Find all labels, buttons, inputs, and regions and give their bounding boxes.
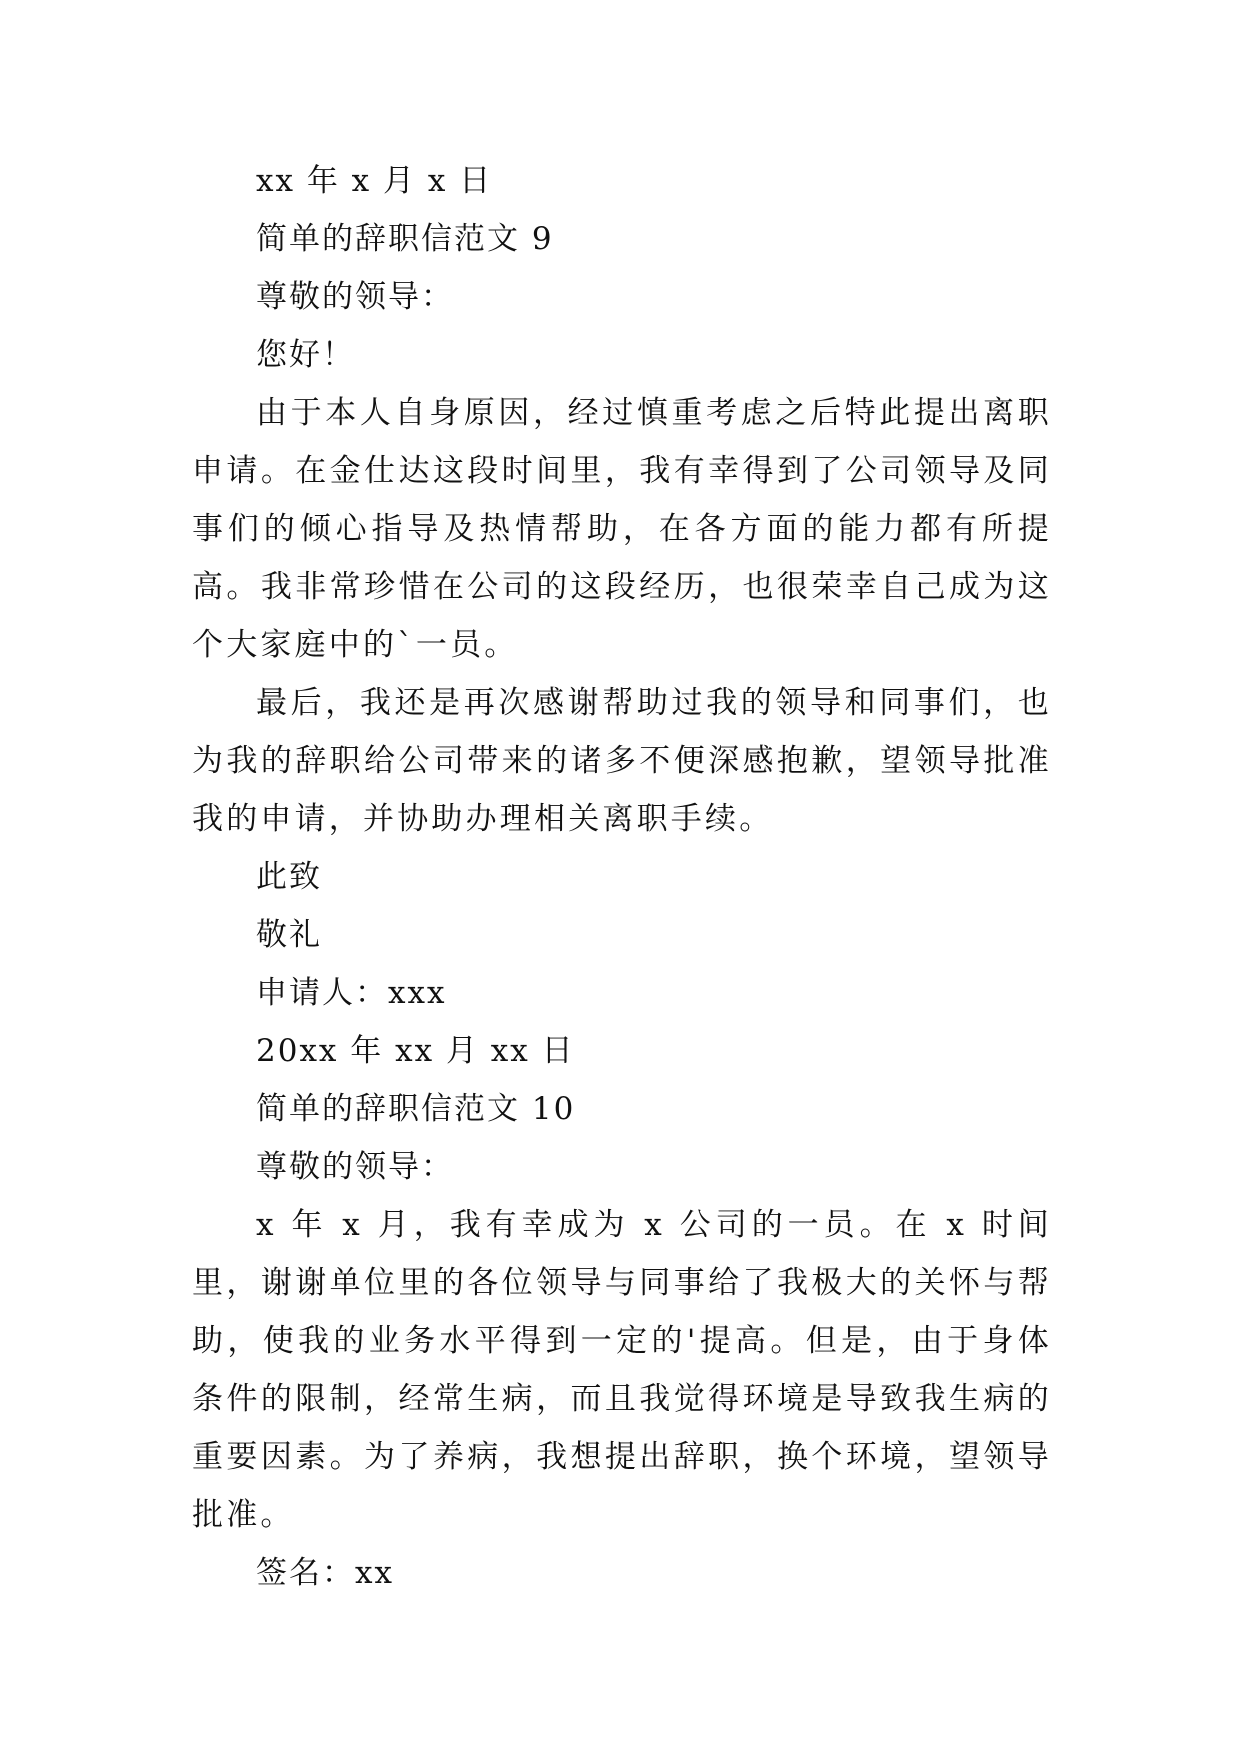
salutation: 尊敬的领导： — [256, 1149, 454, 1185]
section-title-9: 简单的辞职信范文 9 — [256, 221, 554, 257]
applicant-line: 申请人：xxx — [256, 975, 447, 1011]
section-title-10: 简单的辞职信范文 10 — [256, 1091, 576, 1127]
closing-line: 敬礼 — [256, 917, 322, 953]
letter-content — [192, 152, 1052, 1602]
date-line: xx 年 x 月 x 日 — [256, 163, 493, 199]
signature-line: 签名：xx — [256, 1555, 394, 1591]
closing-line: 此致 — [256, 859, 322, 895]
body-paragraph: x 年 x 月，我有幸成为 x 公司的一员。在 x 时间里，谢谢单位里的各位领导与同事给了我极大的关怀与帮助，使我的业务水平得到一定的'提高。但是，由于身体条件的限制，经常生病，而且我觉得环境是导致我生病的重要因素。为了养病，我想提出辞职，换个环境，望领导批准。 — [192, 1207, 1052, 1533]
greeting: 您好！ — [256, 337, 355, 373]
body-paragraph: 最后，我还是再次感谢帮助过我的领导和同事们，也为我的辞职给公司带来的诸多不便深感抱歉，望领导批准我的申请，并协助办理相关离职手续。 — [192, 685, 1052, 837]
salutation: 尊敬的领导： — [256, 279, 454, 315]
date-line: 20xx 年 xx 月 xx 日 — [256, 1033, 575, 1069]
body-paragraph: 由于本人自身原因，经过慎重考虑之后特此提出离职申请。在金仕达这段时间里，我有幸得到了公司领导及同事们的倾心指导及热情帮助，在各方面的能力都有所提高。我非常珍惜在公司的这段经历，也很荣幸自己成为这个大家庭中的`一员。 — [192, 395, 1052, 663]
